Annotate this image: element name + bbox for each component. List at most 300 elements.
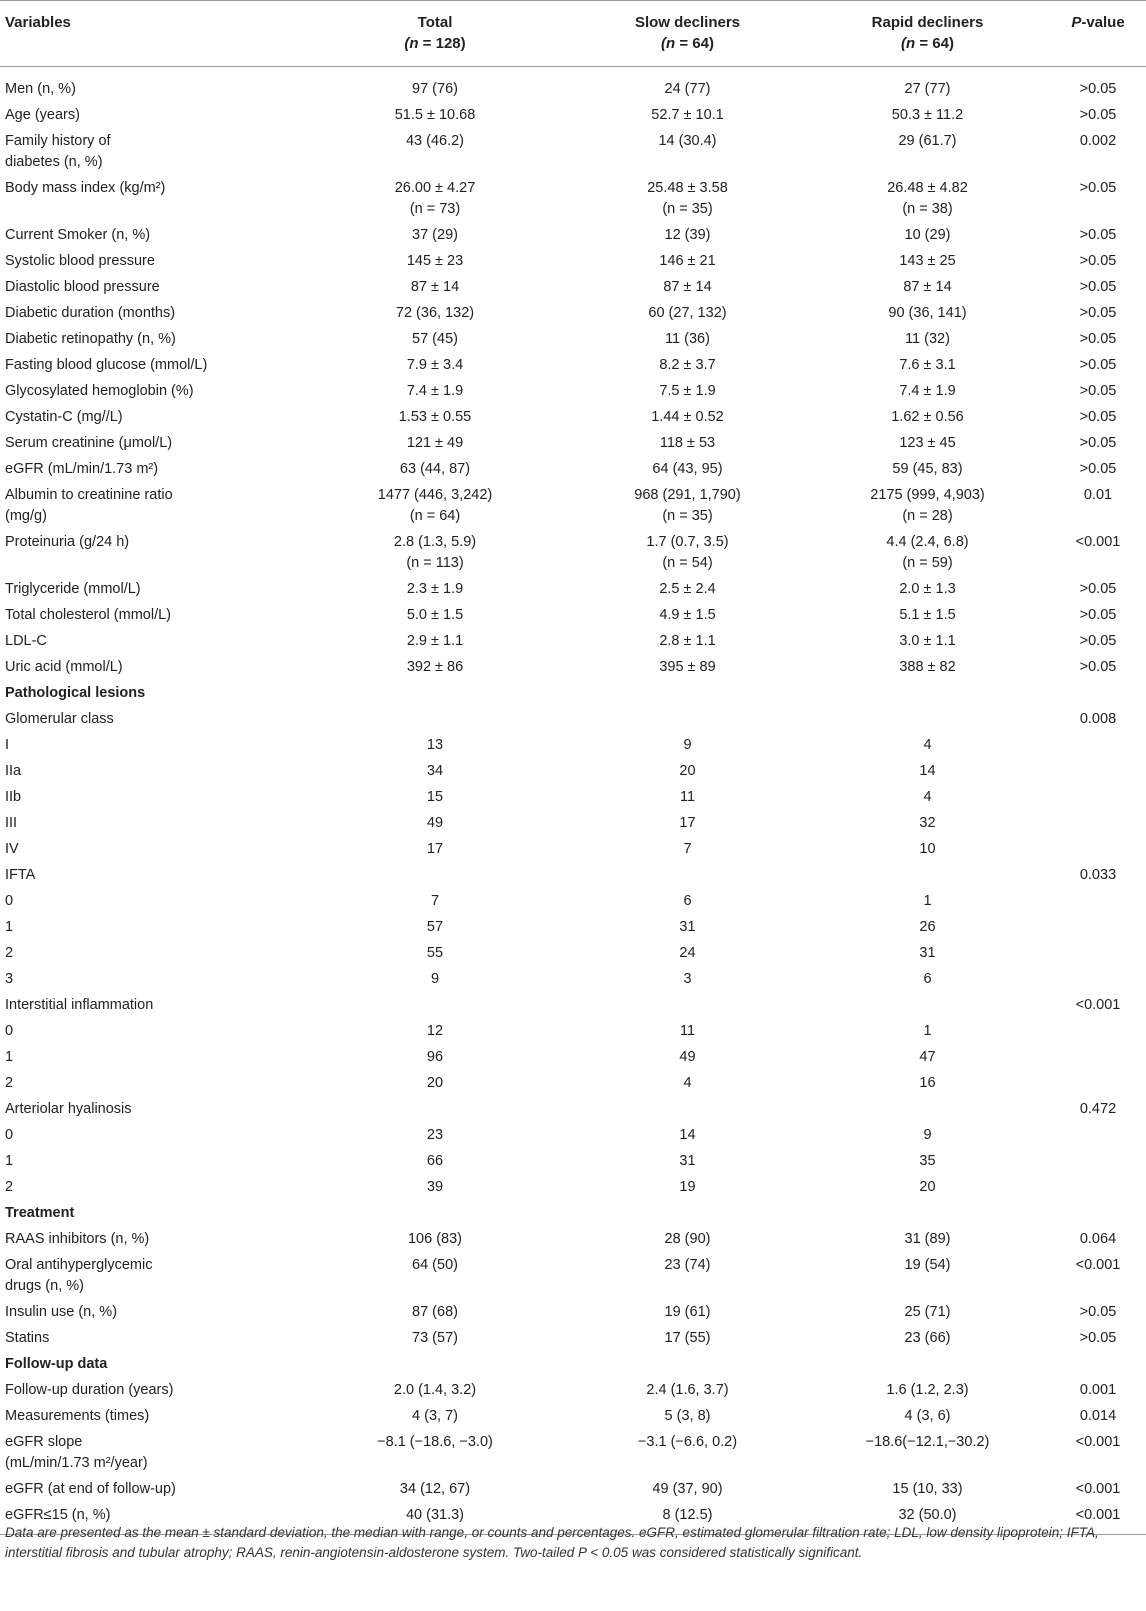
slow-decliners-cell [570, 915, 805, 941]
total-cell [300, 1253, 570, 1300]
rapid-decliners-cell [805, 1227, 1050, 1253]
row-label-cell-line1: eGFR (mL/min/1.73 m²) [5, 461, 159, 477]
p-value-cell-line1: >0.05 [1079, 409, 1117, 425]
slow-decliners-cell [570, 1404, 805, 1430]
slow-decliners-cell-line1: 1.44 ± 0.52 [651, 409, 724, 425]
rapid-decliners-cell [805, 103, 1050, 129]
rapid-decliners-cell-line1: 123 ± 45 [899, 435, 956, 451]
header-pvalue-p: P [1071, 14, 1082, 31]
rapid-decliners-cell [805, 1404, 1050, 1430]
row-label-cell-line1: Uric acid (mmol/L) [5, 659, 123, 675]
p-value-cell-line1: 0.014 [1079, 1408, 1117, 1424]
rapid-decliners-cell [805, 759, 1050, 785]
total-cell-line1: 17 [426, 841, 444, 857]
rapid-decliners-cell-line2: (n = 38) [902, 201, 953, 217]
row-label-cell-line1: eGFR slope [5, 1434, 83, 1450]
total-cell-line1: 392 ± 86 [406, 659, 464, 675]
row-label-cell-line1: 1 [5, 1049, 14, 1065]
total-cell-line1: 40 (31.3) [405, 1507, 465, 1523]
total-cell [300, 603, 570, 629]
total-cell-line1: 73 (57) [412, 1330, 458, 1346]
slow-decliners-cell-line1: 8.2 ± 3.7 [659, 357, 716, 373]
slow-decliners-cell [570, 1300, 805, 1326]
total-cell-line1: 9 [430, 971, 440, 987]
table-row [0, 1326, 1146, 1352]
p-value-cell-line1: >0.05 [1079, 279, 1117, 295]
total-cell [300, 327, 570, 353]
slow-decliners-cell [570, 249, 805, 275]
rapid-decliners-cell [805, 530, 1050, 577]
row-label-cell [0, 1326, 300, 1352]
table-row [0, 327, 1146, 353]
row-label-cell [0, 353, 300, 379]
rapid-decliners-cell [805, 431, 1050, 457]
p-value-cell [1050, 301, 1146, 327]
slow-decliners-cell-line2: (n = 35) [662, 201, 713, 217]
rapid-decliners-cell-line1: 10 (29) [904, 227, 951, 243]
table-row [0, 176, 1146, 223]
p-value-cell [1050, 1300, 1146, 1326]
p-value-cell [1050, 379, 1146, 405]
slow-decliners-cell [570, 967, 805, 993]
slow-decliners-cell-line1: 118 ± 53 [659, 435, 716, 451]
row-label-cell [0, 785, 300, 811]
table-row [0, 655, 1146, 681]
slow-decliners-cell-line1: 7 [683, 841, 692, 857]
slow-decliners-cell [570, 889, 805, 915]
total-cell-line1: 87 (68) [412, 1304, 458, 1320]
total-cell-line1: 57 (45) [412, 331, 458, 347]
table-row [0, 1378, 1146, 1404]
row-label-cell-line1: Fasting blood glucose (mmol/L) [5, 357, 208, 373]
rapid-decliners-cell [805, 379, 1050, 405]
row-label-cell [0, 1300, 300, 1326]
row-label-cell-line1: Body mass index (kg/m²) [5, 180, 166, 196]
total-cell [300, 249, 570, 275]
total-cell-line1: 43 (46.2) [405, 133, 465, 149]
rapid-decliners-cell [805, 1477, 1050, 1503]
p-value-cell [1050, 915, 1146, 941]
table-row [0, 483, 1146, 530]
total-cell-line1: 49 [426, 815, 444, 831]
table-row [0, 1019, 1146, 1045]
p-value-cell [1050, 889, 1146, 915]
slow-decliners-cell [570, 405, 805, 431]
p-value-cell-line1: 0.002 [1079, 133, 1117, 149]
row-label-cell-line1: Proteinuria (g/24 h) [5, 534, 130, 550]
rapid-decliners-cell [805, 223, 1050, 249]
total-cell [300, 1149, 570, 1175]
p-value-cell [1050, 1430, 1146, 1477]
total-cell-line1: 13 [426, 737, 444, 753]
slow-decliners-cell-line1: 6 [683, 893, 692, 909]
row-label-cell-line1: eGFR≤15 (n, %) [5, 1507, 111, 1523]
total-cell [300, 655, 570, 681]
slow-decliners-cell-line2: (n = 35) [662, 508, 713, 524]
p-value-cell-line1: 0.033 [1079, 867, 1117, 883]
total-cell [300, 993, 570, 1019]
total-cell-line1: 12 [426, 1023, 444, 1039]
p-value-cell [1050, 223, 1146, 249]
header-pvalue-rest: -value [1081, 14, 1125, 31]
total-cell [300, 405, 570, 431]
table-header [0, 1, 1146, 67]
row-label-cell [0, 1227, 300, 1253]
rapid-decliners-cell [805, 327, 1050, 353]
row-label-cell [0, 129, 300, 176]
total-cell [300, 1097, 570, 1123]
table-row [0, 603, 1146, 629]
header-total-n [300, 33, 570, 54]
rapid-decliners-cell [805, 405, 1050, 431]
rapid-decliners-cell-line1: 50.3 ± 11.2 [891, 107, 964, 123]
row-label-cell-line1: eGFR (at end of follow-up) [5, 1481, 176, 1497]
total-cell-line1: 63 (44, 87) [399, 461, 471, 477]
row-label-cell [0, 655, 300, 681]
total-cell [300, 889, 570, 915]
total-cell [300, 733, 570, 759]
slow-decliners-cell-line1: 2.8 ± 1.1 [659, 633, 716, 649]
total-cell [300, 629, 570, 655]
p-value-cell [1050, 103, 1146, 129]
slow-decliners-cell [570, 707, 805, 733]
header-pvalue [1050, 1, 1146, 67]
row-label-cell [0, 67, 300, 104]
total-cell [300, 1378, 570, 1404]
total-cell-line1: 39 [426, 1179, 444, 1195]
total-cell-line1: 7 [430, 893, 440, 909]
header-slow-n [570, 33, 805, 54]
table-row [0, 530, 1146, 577]
p-value-cell [1050, 733, 1146, 759]
slow-decliners-cell-line1: 12 (39) [664, 227, 711, 243]
total-cell [300, 785, 570, 811]
total-cell-line1: 15 [426, 789, 444, 805]
p-value-cell-line1: <0.001 [1075, 1481, 1121, 1497]
total-cell-line1: 87 ± 14 [410, 279, 460, 295]
row-label-cell-line1: 0 [5, 1127, 14, 1143]
slow-decliners-cell-line1: 19 (61) [664, 1304, 711, 1320]
p-value-cell-line1: >0.05 [1079, 435, 1117, 451]
total-cell [300, 1300, 570, 1326]
row-label-cell [0, 993, 300, 1019]
slow-decliners-cell-line1: 395 ± 89 [659, 659, 716, 675]
rapid-decliners-cell-line1: 5.1 ± 1.5 [899, 607, 956, 623]
rapid-decliners-cell [805, 837, 1050, 863]
p-value-cell-line1: >0.05 [1079, 227, 1117, 243]
row-label-cell-line1: IFTA [5, 867, 36, 883]
row-label-cell-line1: Glomerular class [5, 711, 114, 727]
p-value-cell-line1: >0.05 [1079, 1304, 1117, 1320]
p-value-cell-line1: 0.001 [1079, 1382, 1117, 1398]
p-value-cell [1050, 353, 1146, 379]
slow-decliners-cell [570, 1071, 805, 1097]
total-cell-line1: 34 [426, 763, 444, 779]
row-label-cell-line1: Family history of [5, 133, 111, 149]
p-value-cell [1050, 1071, 1146, 1097]
slow-decliners-cell [570, 733, 805, 759]
p-value-cell [1050, 1326, 1146, 1352]
rapid-decliners-cell [805, 629, 1050, 655]
table-row [0, 1300, 1146, 1326]
row-label-cell-line1: Interstitial inflammation [5, 997, 154, 1013]
row-label-cell [0, 301, 300, 327]
total-cell [300, 103, 570, 129]
total-cell-line1: 7.4 ± 1.9 [406, 383, 464, 399]
table-row [0, 249, 1146, 275]
slow-decliners-cell [570, 577, 805, 603]
row-label-cell [0, 223, 300, 249]
rapid-decliners-cell [805, 941, 1050, 967]
p-value-cell [1050, 275, 1146, 301]
total-cell-line1: 7.9 ± 3.4 [406, 357, 464, 373]
row-label-cell-line1: 2 [5, 1075, 14, 1091]
table-row [0, 1430, 1146, 1477]
row-label-cell-line1: Insulin use (n, %) [5, 1304, 118, 1320]
p-value-cell-line1: >0.05 [1079, 331, 1117, 347]
row-label-cell [0, 249, 300, 275]
p-value-cell [1050, 993, 1146, 1019]
total-cell [300, 223, 570, 249]
row-label-cell-line2: (mg/g) [5, 508, 47, 524]
row-label-cell-line2: (mL/min/1.73 m²/year) [5, 1455, 148, 1471]
slow-decliners-cell-line1: 24 [679, 945, 696, 961]
table-row [0, 1175, 1146, 1201]
row-label-cell-line1: 2 [5, 1179, 14, 1195]
row-label-cell [0, 889, 300, 915]
row-label-cell-line1: 1 [5, 1153, 14, 1169]
row-label-cell [0, 1123, 300, 1149]
row-label-cell [0, 759, 300, 785]
total-cell [300, 1123, 570, 1149]
rapid-decliners-cell [805, 1123, 1050, 1149]
total-cell-line1: 72 (36, 132) [395, 305, 475, 321]
total-cell-line2: (n = 113) [406, 555, 464, 571]
row-label-cell [0, 1149, 300, 1175]
table-row [0, 1045, 1146, 1071]
total-cell [300, 759, 570, 785]
total-cell [300, 577, 570, 603]
row-label-cell [0, 457, 300, 483]
slow-decliners-cell [570, 1097, 805, 1123]
rapid-decliners-cell-line1: 2.0 ± 1.3 [899, 581, 956, 597]
rapid-decliners-cell-line1: 14 [919, 763, 936, 779]
row-label-cell [0, 733, 300, 759]
row-label-cell [0, 863, 300, 889]
slow-decliners-cell [570, 327, 805, 353]
table-row [0, 1123, 1146, 1149]
rapid-decliners-cell [805, 733, 1050, 759]
slow-decliners-cell [570, 785, 805, 811]
row-label-cell [0, 431, 300, 457]
total-cell-line1: 51.5 ± 10.68 [394, 107, 476, 123]
p-value-cell-line1: <0.001 [1075, 1434, 1121, 1450]
total-cell-line1: 145 ± 23 [406, 253, 464, 269]
rapid-decliners-cell-line1: −18.6(−12.1,−30.2) [865, 1434, 990, 1450]
table-row [0, 941, 1146, 967]
rapid-decliners-cell [805, 353, 1050, 379]
row-label-cell-line1: 2 [5, 945, 14, 961]
slow-decliners-cell-line1: 87 ± 14 [663, 279, 712, 295]
row-label-cell-line1: Measurements (times) [5, 1408, 150, 1424]
header-rapid-n-prefix: (n [901, 35, 916, 52]
p-value-cell [1050, 1045, 1146, 1071]
total-cell [300, 1326, 570, 1352]
table-row [0, 301, 1146, 327]
rapid-decliners-cell [805, 915, 1050, 941]
row-label-cell-line1: Follow-up duration (years) [5, 1382, 174, 1398]
p-value-cell [1050, 1227, 1146, 1253]
p-value-cell-line1: >0.05 [1079, 581, 1117, 597]
section-heading-row [0, 1201, 1146, 1227]
rapid-decliners-cell [805, 1071, 1050, 1097]
p-value-cell [1050, 1019, 1146, 1045]
total-cell [300, 1227, 570, 1253]
slow-decliners-cell-line1: 5 (3, 8) [664, 1408, 711, 1424]
total-cell [300, 431, 570, 457]
total-cell [300, 457, 570, 483]
p-value-cell-line1: >0.05 [1079, 305, 1117, 321]
p-value-cell [1050, 483, 1146, 530]
table-row [0, 759, 1146, 785]
row-label-cell [0, 577, 300, 603]
row-label-cell-line1: Total cholesterol (mmol/L) [5, 607, 171, 623]
table-row [0, 1097, 1146, 1123]
table-row [0, 275, 1146, 301]
slow-decliners-cell-line1: 64 (43, 95) [652, 461, 723, 477]
rapid-decliners-cell-line1: 15 (10, 33) [892, 1481, 963, 1497]
slow-decliners-cell-line1: 23 (74) [664, 1257, 711, 1273]
p-value-cell [1050, 811, 1146, 837]
rapid-decliners-cell [805, 993, 1050, 1019]
slow-decliners-cell [570, 1123, 805, 1149]
header-total [300, 1, 570, 67]
slow-decliners-cell [570, 1019, 805, 1045]
rapid-decliners-cell [805, 129, 1050, 176]
p-value-cell [1050, 577, 1146, 603]
row-label-cell-line1: LDL-C [5, 633, 47, 649]
slow-decliners-cell [570, 629, 805, 655]
rapid-decliners-cell-line1: 7.6 ± 3.1 [899, 357, 956, 373]
p-value-cell-line1: 0.064 [1079, 1231, 1117, 1247]
p-value-cell [1050, 863, 1146, 889]
slow-decliners-cell [570, 275, 805, 301]
p-value-cell [1050, 759, 1146, 785]
p-value-cell [1050, 1175, 1146, 1201]
p-value-cell [1050, 655, 1146, 681]
header-total-n-prefix: (n [404, 35, 419, 52]
slow-decliners-cell [570, 837, 805, 863]
slow-decliners-cell-line1: 60 (27, 132) [648, 305, 727, 321]
table-row [0, 811, 1146, 837]
row-label-cell-line1: IIa [5, 763, 22, 779]
header-slow-label: Slow decliners [634, 14, 741, 31]
p-value-cell [1050, 1404, 1146, 1430]
rapid-decliners-cell-line1: 11 (32) [905, 331, 950, 347]
total-cell-line1: 37 (29) [412, 227, 458, 243]
row-label-cell-line1: Triglyceride (mmol/L) [5, 581, 141, 597]
row-label-cell [0, 275, 300, 301]
total-cell [300, 941, 570, 967]
row-label-cell [0, 629, 300, 655]
rapid-decliners-cell-line1: 4.4 (2.4, 6.8) [886, 534, 969, 550]
p-value-cell [1050, 249, 1146, 275]
p-value-cell-line1: >0.05 [1079, 607, 1117, 623]
row-label-cell [0, 837, 300, 863]
rapid-decliners-cell [805, 1097, 1050, 1123]
slow-decliners-cell-line1: 11 [679, 789, 696, 805]
p-value-cell [1050, 1477, 1146, 1503]
table-row [0, 837, 1146, 863]
row-label-cell-line1: Men (n, %) [5, 81, 76, 97]
p-value-cell [1050, 327, 1146, 353]
slow-decliners-cell-line1: 52.7 ± 10.1 [651, 107, 724, 123]
slow-decliners-cell [570, 1430, 805, 1477]
total-cell [300, 811, 570, 837]
rapid-decliners-cell-line1: 1 [923, 893, 932, 909]
row-label-cell [0, 379, 300, 405]
total-cell-line1: 26.00 ± 4.27 [394, 180, 476, 196]
p-value-cell [1050, 1149, 1146, 1175]
rapid-decliners-cell-line1: 1.62 ± 0.56 [891, 409, 964, 425]
slow-decliners-cell [570, 1045, 805, 1071]
total-cell-line1: −8.1 (−18.6, −3.0) [377, 1434, 493, 1450]
row-label-cell [0, 176, 300, 223]
p-value-cell [1050, 431, 1146, 457]
header-rapid-n-suffix: = 64) [915, 35, 954, 52]
total-cell [300, 1071, 570, 1097]
p-value-cell-line1: >0.05 [1079, 81, 1117, 97]
row-label-cell [0, 327, 300, 353]
table-row [0, 67, 1146, 104]
table-row [0, 431, 1146, 457]
slow-decliners-cell-line1: 25.48 ± 3.58 [647, 180, 728, 196]
p-value-cell-line1: >0.05 [1079, 659, 1117, 675]
row-label-cell-line2: diabetes (n, %) [5, 154, 103, 170]
p-value-cell-line1: >0.05 [1079, 461, 1117, 477]
total-cell [300, 915, 570, 941]
total-cell [300, 707, 570, 733]
row-label-cell-line1: Current Smoker (n, %) [5, 227, 151, 243]
rapid-decliners-cell-line1: 3.0 ± 1.1 [899, 633, 956, 649]
row-label-cell-line1: Glycosylated hemoglobin (%) [5, 383, 194, 399]
row-label-cell-line1: Serum creatinine (μmol/L) [5, 435, 173, 451]
rapid-decliners-cell-line1: 388 ± 82 [899, 659, 956, 675]
row-label-cell [0, 915, 300, 941]
rapid-decliners-cell-line1: 59 (45, 83) [892, 461, 963, 477]
row-label-cell-line1: I [5, 737, 10, 753]
rapid-decliners-cell-line1: 2175 (999, 4,903) [870, 487, 985, 503]
total-cell-line1: 2.3 ± 1.9 [406, 581, 464, 597]
section-heading: Follow-up data [5, 1356, 108, 1372]
rapid-decliners-cell-line1: 4 [923, 737, 932, 753]
table-row [0, 1253, 1146, 1300]
row-label-cell-line1: Cystatin-C (mg//L) [5, 409, 123, 425]
total-cell-line2: (n = 64) [409, 508, 461, 524]
row-label-cell [0, 603, 300, 629]
row-label-cell-line1: Statins [5, 1330, 50, 1346]
slow-decliners-cell [570, 1149, 805, 1175]
row-label-cell [0, 941, 300, 967]
slow-decliners-cell [570, 129, 805, 176]
table-row [0, 103, 1146, 129]
p-value-cell [1050, 129, 1146, 176]
total-cell-line1: 64 (50) [412, 1257, 458, 1273]
table-row [0, 967, 1146, 993]
total-cell [300, 530, 570, 577]
slow-decliners-cell-line1: 11 (36) [665, 331, 710, 347]
slow-decliners-cell [570, 223, 805, 249]
